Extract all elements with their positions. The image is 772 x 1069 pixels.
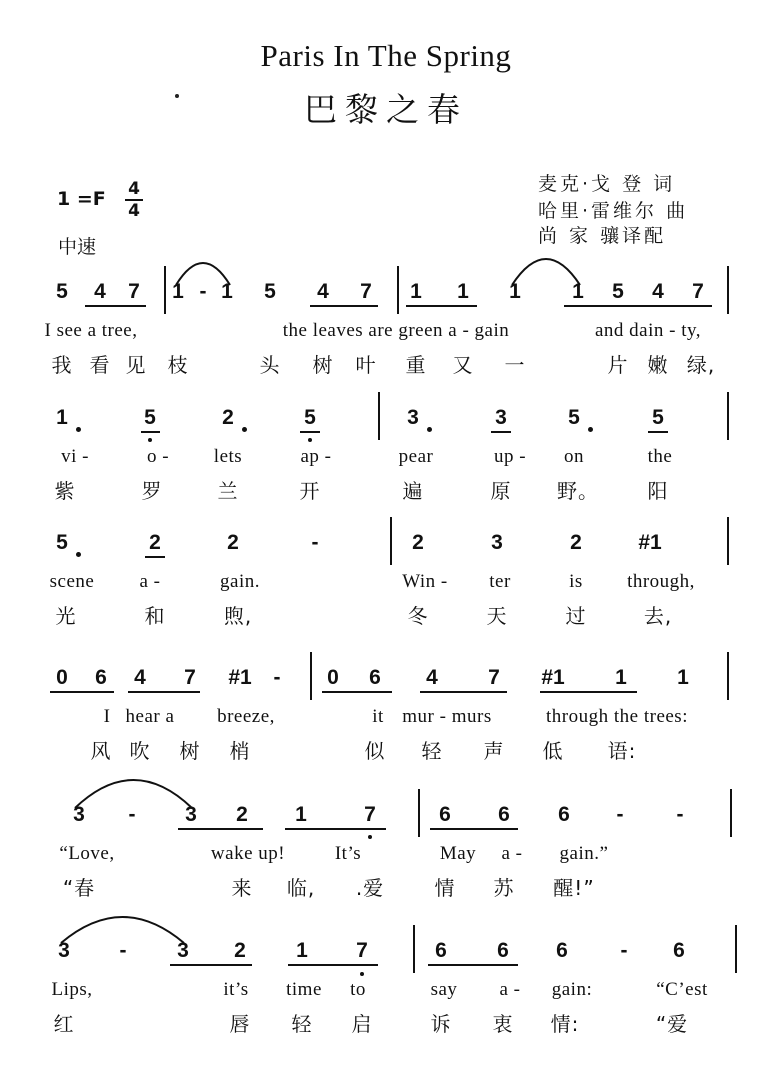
- lyric-english: time: [286, 979, 322, 1000]
- credit-composer: 哈里·雷维尔 曲: [538, 200, 689, 222]
- lyric-english: on: [564, 446, 584, 467]
- lyric-english: say: [430, 979, 458, 1000]
- barline: [413, 925, 415, 973]
- lyric-chinese: 嫩: [647, 353, 669, 377]
- note: 2: [227, 531, 239, 554]
- note: -: [199, 280, 207, 303]
- note: 1: [615, 666, 627, 689]
- lyric-english: up -: [493, 446, 527, 467]
- note: 7: [692, 280, 704, 303]
- lyric-english: May: [439, 843, 477, 864]
- lyric-english: mur - murs: [402, 706, 492, 727]
- beam-underline: [420, 691, 507, 693]
- barline: [727, 392, 729, 440]
- lyric-chinese: 吹: [129, 739, 151, 763]
- barline: [378, 392, 380, 440]
- lyric-english: scene: [49, 571, 95, 592]
- note: 7: [488, 666, 500, 689]
- song-title-english: Paris In The Spring: [260, 38, 512, 73]
- note: 4: [134, 666, 146, 689]
- dotted-note-dot: [242, 427, 247, 432]
- note: -: [311, 531, 319, 554]
- note: 5: [264, 280, 276, 303]
- lyric-chinese: 又: [452, 353, 474, 377]
- lyric-chinese: 衷: [492, 1012, 514, 1036]
- lyric-chinese: 声: [483, 739, 505, 763]
- lyric-chinese: 野。: [557, 479, 599, 503]
- note: 5: [56, 531, 68, 554]
- lyric-chinese: 情:: [550, 1012, 580, 1036]
- slur: [512, 259, 580, 285]
- barline: [727, 652, 729, 700]
- dotted-note-dot: [76, 552, 81, 557]
- lyric-chinese: 兰: [217, 479, 239, 503]
- barline: [390, 517, 392, 565]
- lyric-chinese: 开: [299, 479, 321, 503]
- lyric-chinese: 醒!”: [553, 876, 595, 900]
- lyric-english: vi -: [61, 446, 89, 467]
- lyric-chinese: 看: [89, 353, 111, 377]
- note: 0: [327, 666, 339, 689]
- lyric-english: it’s: [223, 979, 249, 1000]
- lower-octave-dot: [368, 835, 372, 839]
- lyric-english: a -: [139, 571, 161, 592]
- note: 2: [149, 531, 161, 554]
- lyric-english: ter: [489, 571, 511, 592]
- lyric-english: ap -: [300, 446, 332, 467]
- lyric-chinese: 轻: [421, 739, 443, 763]
- lyric-english: the: [647, 446, 673, 467]
- lyric-english: It’s: [334, 843, 362, 864]
- dotted-note-dot: [76, 427, 81, 432]
- note: -: [273, 666, 281, 689]
- lyric-english: a -: [501, 843, 523, 864]
- lyric-english: pear: [398, 446, 434, 467]
- lyric-chinese: 树: [179, 739, 201, 763]
- note: -: [676, 803, 684, 826]
- beam-underline: [145, 556, 165, 558]
- note: 2: [570, 531, 582, 554]
- lyric-chinese: 唇: [229, 1012, 251, 1036]
- lyric-chinese: 低: [542, 739, 564, 763]
- beam-underline: [178, 828, 263, 830]
- note: 6: [556, 939, 568, 962]
- note: 1: [56, 406, 68, 429]
- lyric-chinese: “爱: [655, 1012, 689, 1036]
- barline: [730, 789, 732, 837]
- lyric-chinese: 诉: [430, 1012, 452, 1036]
- lower-octave-dot: [308, 438, 312, 442]
- lyric-english: gain.”: [559, 843, 609, 864]
- note: 6: [95, 666, 107, 689]
- tempo-marking: 中速: [58, 236, 97, 258]
- lyric-chinese: 枝: [167, 353, 189, 377]
- lyric-chinese: 轻: [291, 1012, 313, 1036]
- note: 7: [184, 666, 196, 689]
- note: 1: [572, 280, 584, 303]
- key-signature: 1 =F: [57, 188, 106, 210]
- note: 1: [172, 280, 184, 303]
- lyric-chinese: 风: [90, 739, 112, 763]
- lyric-english: “C’est: [656, 979, 708, 1000]
- beam-underline: [288, 964, 378, 966]
- lyric-chinese: 重: [405, 353, 427, 377]
- note: 1: [296, 939, 308, 962]
- beam-underline: [564, 305, 712, 307]
- lyric-english: “Love,: [59, 843, 115, 864]
- lyric-chinese: 树: [312, 353, 334, 377]
- beam-underline: [50, 691, 114, 693]
- lyric-english: o -: [146, 446, 170, 467]
- note: 5: [144, 406, 156, 429]
- beam-underline: [648, 431, 668, 433]
- lyric-chinese: 来: [231, 876, 253, 900]
- lyric-english: I: [103, 706, 111, 727]
- lyric-english: wake up!: [210, 843, 286, 864]
- barline: [397, 266, 399, 314]
- note: 4: [317, 280, 329, 303]
- credit-translator: 尚 家 骧译配: [538, 225, 667, 247]
- note: 6: [497, 939, 509, 962]
- note: 3: [495, 406, 507, 429]
- time-signature-bottom: 4: [128, 201, 140, 221]
- dotted-note-dot: [588, 427, 593, 432]
- barline: [310, 652, 312, 700]
- lower-octave-dot: [360, 972, 364, 976]
- lyric-chinese: 和: [144, 604, 166, 628]
- lyric-english: lets: [213, 446, 243, 467]
- note: 6: [673, 939, 685, 962]
- lyric-english: through the trees:: [546, 706, 688, 727]
- time-signature-top: 4: [128, 179, 140, 199]
- lyric-english: gain.: [220, 571, 260, 592]
- beam-underline: [170, 964, 252, 966]
- lyric-chinese: 临,: [286, 876, 316, 900]
- note: 3: [73, 803, 85, 826]
- lyric-chinese: 煦,: [223, 604, 253, 628]
- beam-underline: [540, 691, 637, 693]
- note: #1: [541, 666, 565, 689]
- lyric-chinese: 红: [53, 1012, 75, 1036]
- lyric-english: and dain - ty,: [594, 320, 702, 341]
- note: 1: [677, 666, 689, 689]
- song-title-chinese: 巴黎之春: [304, 90, 468, 129]
- lyric-chinese: 遍: [402, 479, 424, 503]
- lyric-english: gain:: [551, 979, 593, 1000]
- beam-underline: [406, 305, 477, 307]
- barline: [164, 266, 166, 314]
- beam-underline: [141, 431, 160, 433]
- lyric-english: hear a: [125, 706, 175, 727]
- lyric-chinese: 去,: [643, 604, 673, 628]
- note: 7: [128, 280, 140, 303]
- lyric-chinese: 紫: [54, 479, 76, 503]
- lyric-chinese: 似: [364, 739, 386, 763]
- lyric-chinese: 一: [504, 353, 526, 377]
- lyric-chinese: 阳: [647, 479, 669, 503]
- note: 7: [356, 939, 368, 962]
- lyric-chinese: “春: [62, 876, 96, 900]
- lyric-english: to: [350, 979, 366, 1000]
- note: 6: [439, 803, 451, 826]
- beam-underline: [128, 691, 200, 693]
- lyric-chinese: 光: [55, 604, 77, 628]
- note: 2: [412, 531, 424, 554]
- note: 1: [457, 280, 469, 303]
- note: 1: [410, 280, 422, 303]
- lyric-chinese: 梢: [229, 739, 251, 763]
- note: 5: [568, 406, 580, 429]
- beam-underline: [428, 964, 518, 966]
- lyric-chinese: 片: [607, 353, 629, 377]
- note: 3: [177, 939, 189, 962]
- note: 1: [221, 280, 233, 303]
- note: 4: [426, 666, 438, 689]
- lyric-chinese: 罗: [141, 479, 163, 503]
- note: 1: [295, 803, 307, 826]
- lyric-english: breeze,: [217, 706, 275, 727]
- lyric-english: through,: [627, 571, 695, 592]
- note: 4: [652, 280, 664, 303]
- barline: [727, 517, 729, 565]
- note: -: [119, 939, 127, 962]
- barline: [735, 925, 737, 973]
- beam-underline: [300, 431, 320, 433]
- note: 3: [58, 939, 70, 962]
- note: 5: [612, 280, 624, 303]
- lyric-chinese: 见: [125, 353, 147, 377]
- beam-underline: [322, 691, 392, 693]
- note: -: [128, 803, 136, 826]
- note: 2: [236, 803, 248, 826]
- lyric-chinese: 苏: [493, 876, 515, 900]
- dotted-note-dot: [427, 427, 432, 432]
- credit-lyricist: 麦克·戈 登 词: [538, 173, 676, 195]
- lyric-chinese: 叶: [355, 353, 377, 377]
- beam-underline: [430, 828, 518, 830]
- barline: [418, 789, 420, 837]
- lyric-chinese: .爱: [355, 876, 385, 900]
- note: #1: [638, 531, 662, 554]
- note: 1: [509, 280, 521, 303]
- note: 2: [222, 406, 234, 429]
- lyric-chinese: 我: [51, 353, 73, 377]
- note: 3: [185, 803, 197, 826]
- note: 3: [491, 531, 503, 554]
- note: -: [620, 939, 628, 962]
- lyric-english: I see a tree,: [44, 320, 138, 341]
- lyric-english: Lips,: [51, 979, 93, 1000]
- note: 7: [360, 280, 372, 303]
- note: 4: [94, 280, 106, 303]
- lyric-english: Win -: [402, 571, 448, 592]
- note: 6: [369, 666, 381, 689]
- lyric-english: a -: [499, 979, 521, 1000]
- note: 2: [234, 939, 246, 962]
- lyric-chinese: 语:: [607, 739, 637, 763]
- note: 5: [304, 406, 316, 429]
- note: 0: [56, 666, 68, 689]
- note: 3: [407, 406, 419, 429]
- note: 5: [56, 280, 68, 303]
- barline: [727, 266, 729, 314]
- lyric-chinese: 启: [351, 1012, 373, 1036]
- lyric-chinese: 情: [434, 876, 456, 900]
- note: #1: [228, 666, 252, 689]
- lyric-chinese: 原: [490, 479, 512, 503]
- beam-underline: [310, 305, 378, 307]
- lyric-chinese: 过: [565, 604, 587, 628]
- lyric-chinese: 天: [486, 604, 508, 628]
- note: 6: [435, 939, 447, 962]
- note: 7: [364, 803, 376, 826]
- beam-underline: [285, 828, 386, 830]
- beam-underline: [85, 305, 146, 307]
- lyric-chinese: 头: [259, 353, 281, 377]
- lyric-english: it: [372, 706, 384, 727]
- note: 6: [558, 803, 570, 826]
- lower-octave-dot: [148, 438, 152, 442]
- beam-underline: [491, 431, 511, 433]
- lyric-chinese: 绿,: [686, 353, 716, 377]
- lyric-chinese: 冬: [407, 604, 429, 628]
- note: -: [616, 803, 624, 826]
- note: 6: [498, 803, 510, 826]
- lyric-english: is: [569, 571, 583, 592]
- lyric-english: the leaves are green a - gain: [282, 320, 510, 341]
- note: 5: [652, 406, 664, 429]
